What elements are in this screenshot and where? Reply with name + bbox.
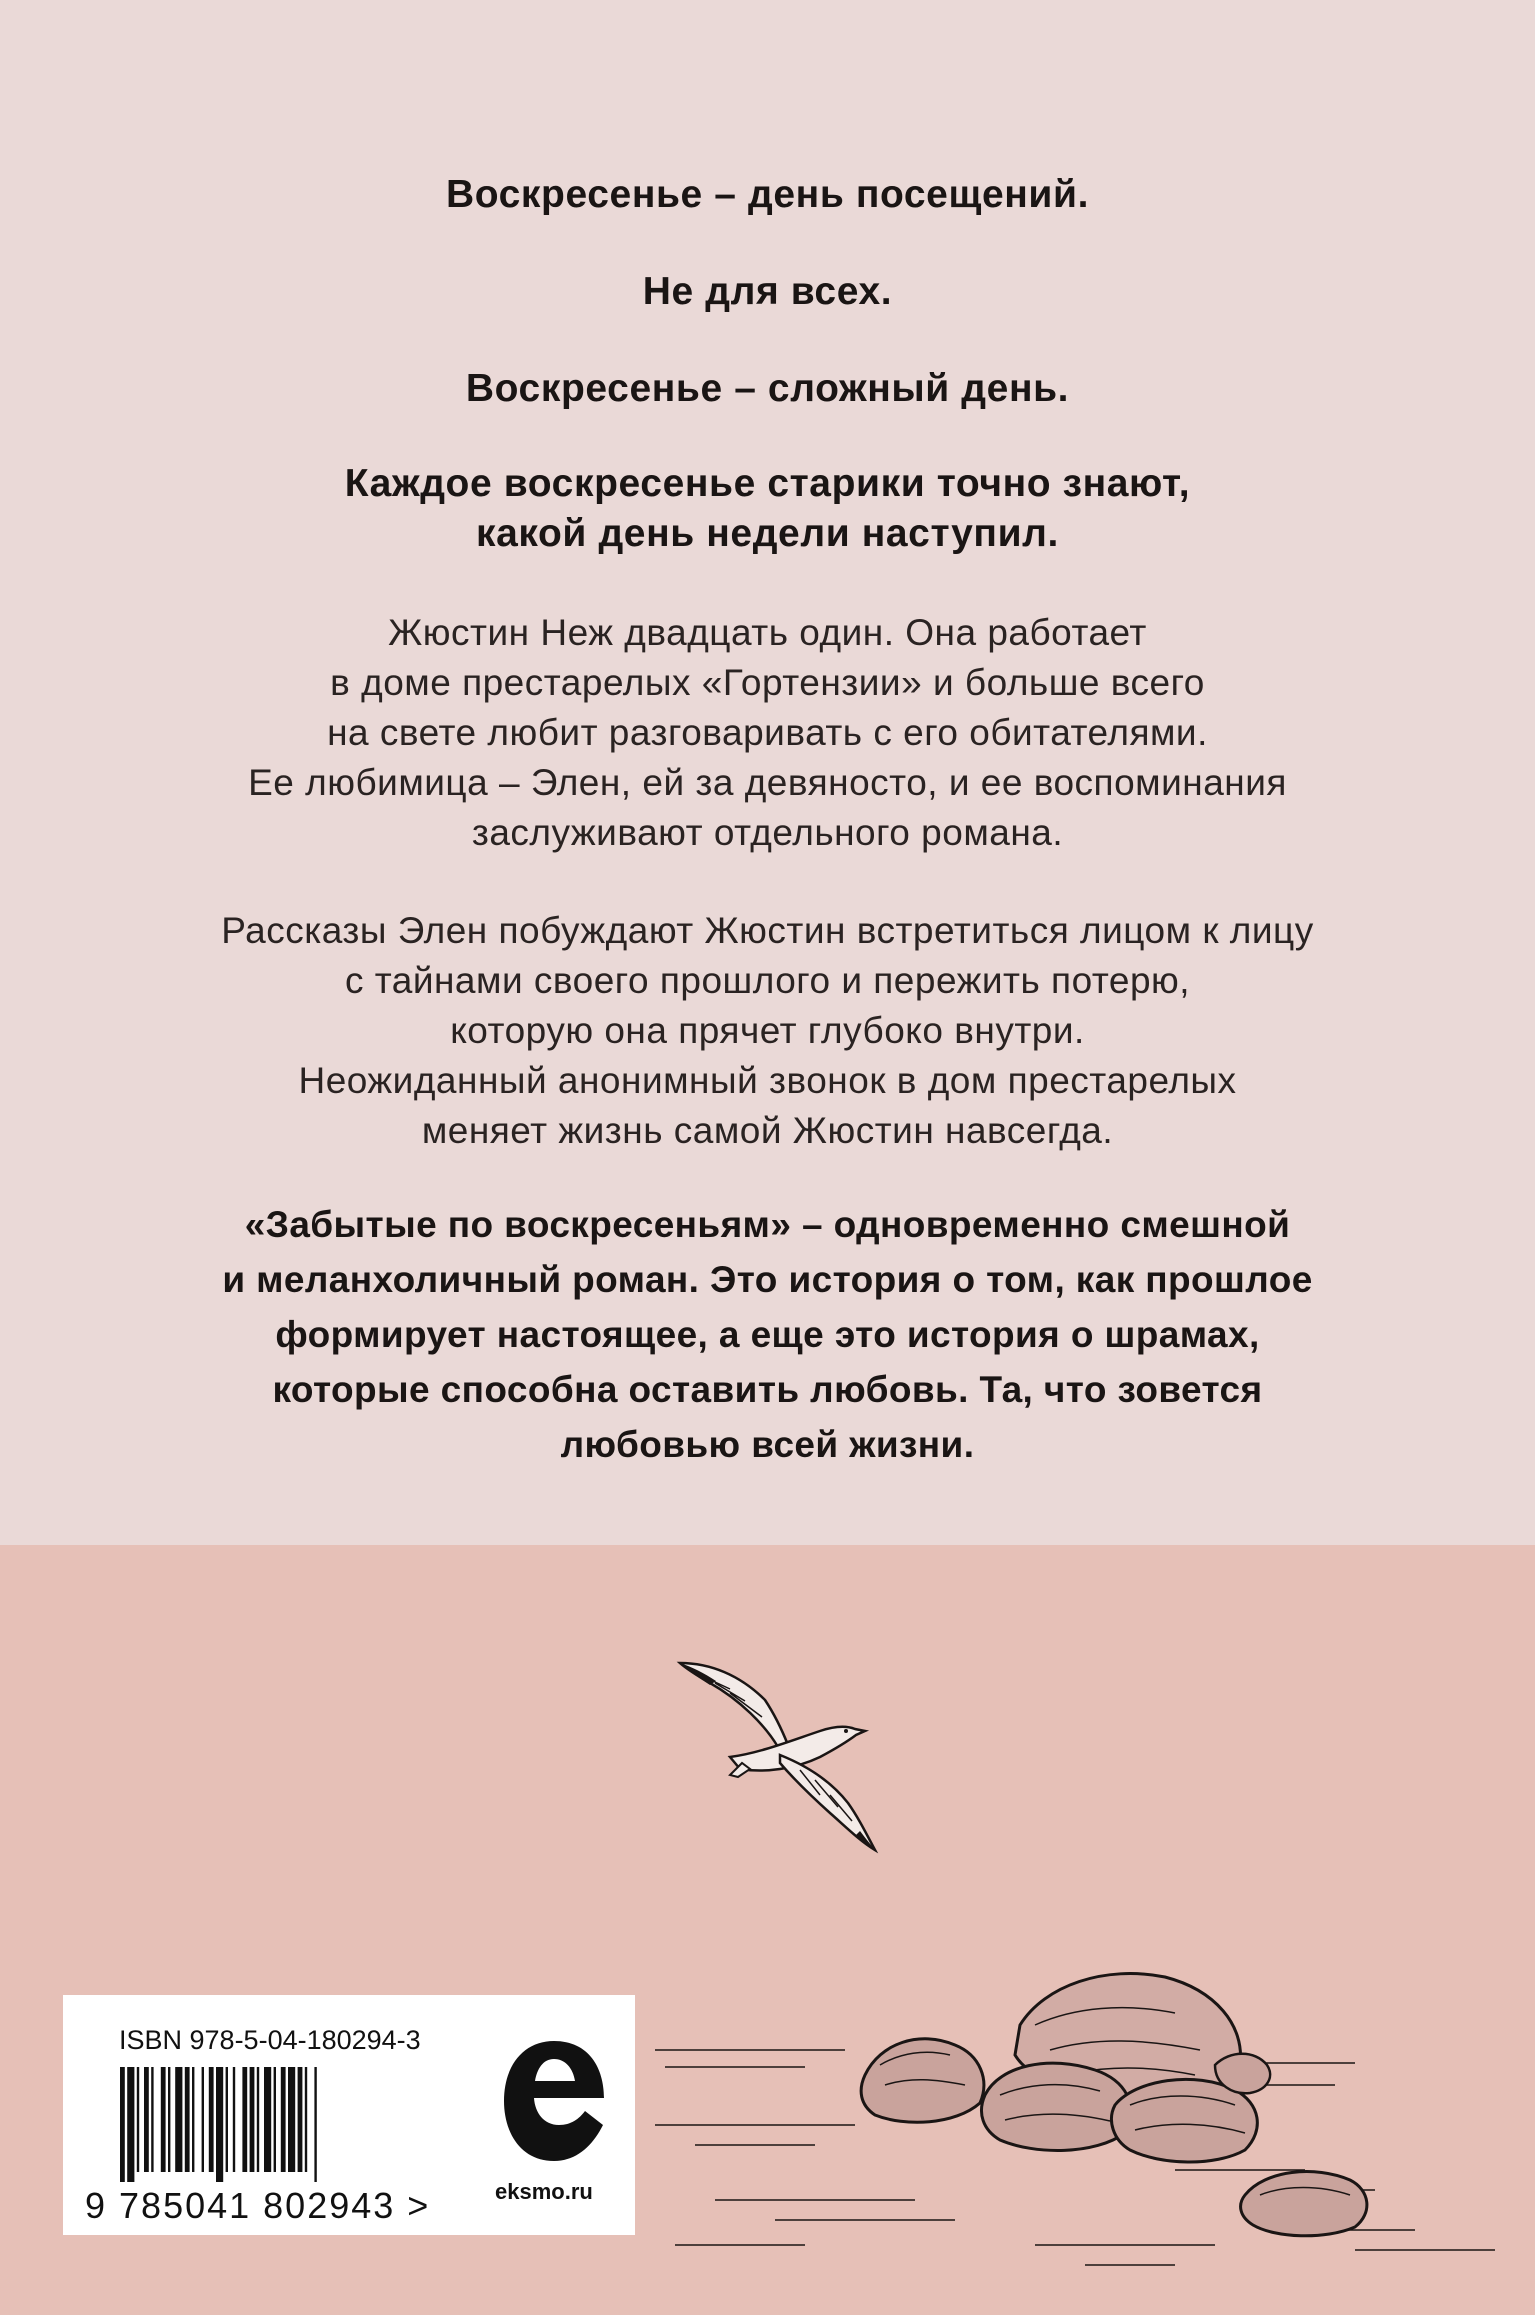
paragraph2-line-1: Рассказы Элен побуждают Жюстин встретиться лицом к лицу	[221, 910, 1314, 951]
closing-line-5: любовью всей жизни.	[560, 1424, 975, 1465]
paragraph2-line-4: Неожиданный анонимный звонок в дом престарелых	[298, 1060, 1237, 1101]
paragraph1-line-5: заслуживают отдельного романа.	[471, 812, 1064, 853]
closing-line-4: которые способна оставить любовь. Та, что зовется	[272, 1369, 1263, 1410]
barcode-card	[63, 1995, 635, 2235]
rocks-illustration	[655, 1955, 1525, 2285]
barcode-icon	[118, 2067, 478, 2182]
closing-line-2: и меланхоличный роман. Это история о том, как прошлое	[222, 1259, 1313, 1300]
closing-line-1: «Забытые по воскресеньям» – одновременно смешной	[244, 1204, 1291, 1245]
closing-line-3: формирует настоящее, а еще это история о шрамах,	[275, 1314, 1260, 1355]
paragraph1-line-2: в доме престарелых «Гортензии» и больше всего	[330, 662, 1205, 703]
paragraph1-line-4: Ее любимица – Элен, ей за девяносто, и ее воспоминания	[248, 762, 1287, 803]
paragraph2-line-5: меняет жизнь самой Жюстин навсегда.	[421, 1110, 1114, 1151]
paragraph2-line-2: с тайнами своего прошлого и пережить потерю,	[344, 960, 1191, 1001]
seagull-illustration	[670, 1645, 930, 1865]
paragraph1-line-1: Жюстин Неж двадцать один. Она работает	[388, 612, 1147, 653]
headline-line-2: Не для всех.	[642, 270, 893, 313]
headline-line-3: Воскресенье – сложный день.	[465, 367, 1070, 410]
eksmo-logo-icon	[499, 2033, 609, 2173]
publisher-site: eksmo.ru	[495, 2179, 593, 2204]
ean-digits: 9 785041 802943 >	[85, 2185, 431, 2226]
headline-line-4: Каждое воскресенье старики точно знают,	[344, 462, 1191, 505]
isbn-label: ISBN 978-5-04-180294-3	[119, 2025, 421, 2055]
paragraph1-line-3: на свете любит разговаривать с его обитателями.	[327, 712, 1208, 753]
paragraph2-line-3: которую она прячет глубоко внутри.	[450, 1010, 1085, 1051]
headline-line-5: какой день недели наступил.	[476, 512, 1059, 555]
headline-line-1: Воскресенье – день посещений.	[445, 173, 1090, 216]
